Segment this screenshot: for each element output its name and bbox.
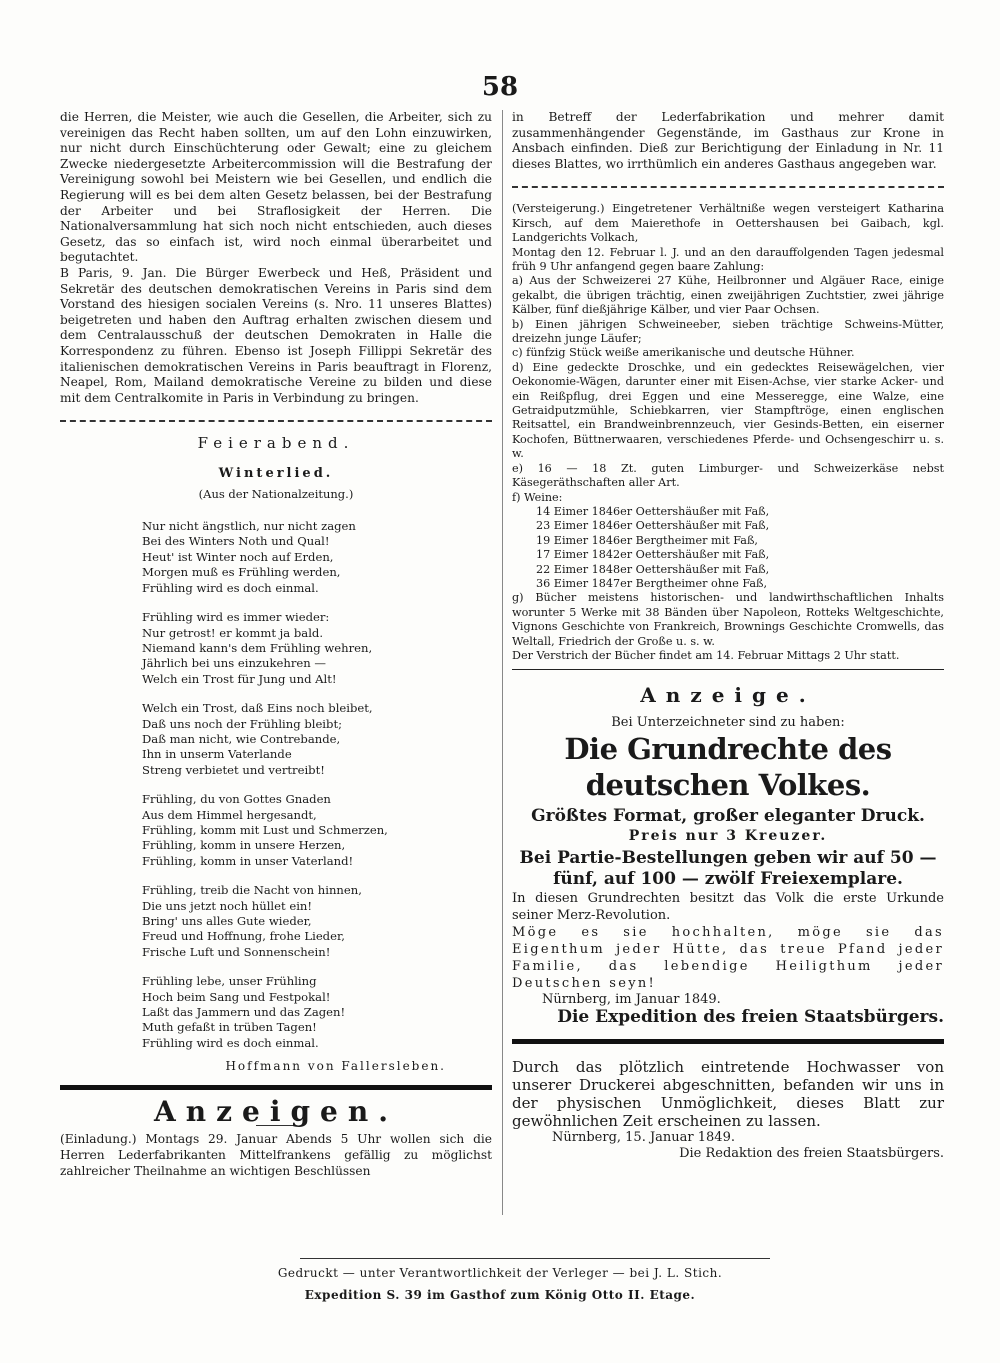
poem-line: Frühling wird es doch einmal. bbox=[142, 1035, 319, 1050]
poem-line: Laßt das Jammern und das Zagen! bbox=[142, 1005, 346, 1020]
wine-item: 19 Eimer 1846er Bergtheimer mit Faß, bbox=[536, 533, 758, 547]
advert-wish: Möge es sie hochhalten, möge sie das Eigenthum jeder Hütte, das treue Pfand jeder Familie, das lebendige Heiligthum jeder Deutschen seyn! bbox=[512, 925, 944, 992]
column-divider bbox=[502, 110, 503, 1215]
divider bbox=[60, 1085, 492, 1090]
auction-date: Montag den 12. Februar l. J. und an den darauffolgenden Tagen jedesmal früh 9 Uhr anfangend gegen baare Zahlung: bbox=[512, 245, 944, 273]
wine-item: 23 Eimer 1846er Oettershäußer mit Faß, bbox=[536, 519, 770, 533]
poem-stanza bbox=[142, 883, 492, 960]
poem-line: Frühling, komm mit Lust und Schmerzen, bbox=[142, 822, 388, 837]
auction-notice bbox=[512, 202, 944, 663]
poem-line: Welch ein Trost, daß Eins noch bleibet, bbox=[142, 701, 373, 716]
auction-intro: (Versteigerung.) Eingetretener Verhältniße wegen versteigert Katharina Kirsch, auf dem Maierethofe in Oettershausen bei Gaibach, kgl. Landgerichts Volkach, bbox=[512, 202, 944, 245]
poem-line: Jährlich bei uns einzukehren — bbox=[142, 656, 326, 671]
poem-line: Frische Luft und Sonnenschein! bbox=[142, 944, 331, 959]
poem-stanza bbox=[142, 519, 492, 596]
advert-urkunde: In diesen Grundrechten besitzt das Volk die erste Urkunde seiner Merz-Revolution. bbox=[512, 891, 944, 924]
available-line: Bei Unterzeichneter sind zu haben: bbox=[611, 714, 845, 730]
poem-source: (Aus der Nationalzeitung.) bbox=[198, 487, 354, 502]
poem-line: Bring' uns alles Gute wieder, bbox=[142, 914, 312, 928]
wine-item: 17 Eimer 1842er Oettershäußer mit Faß, bbox=[536, 548, 770, 562]
poem-line: Nur getrost! er kommt ja bald. bbox=[142, 625, 324, 640]
poem-line: Freud und Hoffnung, frohe Lieder, bbox=[142, 929, 345, 944]
poem-line: Frühling wird es immer wieder: bbox=[142, 610, 330, 625]
poem-stanza bbox=[142, 792, 492, 869]
advert-format: Größtes Format, großer eleganter Druck. bbox=[531, 805, 925, 826]
poem-line: Muth gefaßt in trüben Tagen! bbox=[142, 1020, 317, 1035]
poem-line: Ihn in unserm Vaterlande bbox=[142, 747, 292, 762]
wine-label: f) Weine: bbox=[512, 490, 563, 504]
poem-line: Daß man nicht, wie Contrebande, bbox=[142, 731, 341, 746]
poem-line: Frühling, treib die Nacht von hinnen, bbox=[142, 883, 362, 898]
poem-author: Hoffmann von Fallersleben. bbox=[225, 1059, 446, 1074]
divider bbox=[512, 669, 944, 670]
auction-item: d) Eine gedeckte Droschke, und ein gedecktes Reisewägelchen, vier Oekonomie-Wägen, darunter einer mit Eisen-Achse, vier starke Acker- und ein Reißpflug, drei Eggen und eine Messeregge, eine Walze, eine Getraidputzmühle, Schiebkarren, vier Stampftröge, einen englischen Reitsattel, ein Brandweinbrennzeuch, vier Gesinds-Betten, ein eiserner Kochofen, Büttnerwaaren, verschiedenes Pferde- und Ochsengeschirr u. s. w. bbox=[512, 360, 944, 461]
advert-signature: Die Expedition des freien Staatsbürgers. bbox=[557, 1006, 944, 1027]
page-number: 58 bbox=[481, 72, 519, 102]
poem-line: Frühling, komm in unser Vaterland! bbox=[142, 853, 354, 868]
poem-line: Streng verbietet und vertreibt! bbox=[142, 762, 325, 777]
flood-notice: Durch das plötzlich eintretende Hochwasser von unserer Druckerei abgeschnitten, befanden wir uns in der physischen Unmöglichkeit, dieses Blatt zur gewöhnlichen Zeit erscheinen zu lassen. bbox=[512, 1058, 944, 1131]
auction-item: b) Einen jährigen Schweineeber, sieben trächtige Schweins-Mütter, dreizehn junge Läufer; bbox=[512, 317, 944, 346]
printer-line: Gedruckt — unter Verantwortlichkeit der Verleger — bei J. L. Stich. bbox=[277, 1266, 723, 1280]
flood-notice-date: Nürnberg, 15. Januar 1849. bbox=[552, 1130, 735, 1146]
invitation-notice: (Einladung.) Montags 29. Januar Abends 5 Uhr wollen sich die Herren Lederfabrikanten Mittelfrankens gefällig zu möglichst zahlreicher Theilnahme an wichtigen Beschlüssen bbox=[60, 1132, 492, 1178]
anzeigen-heading: Anzeigen. bbox=[154, 1094, 398, 1128]
advert-price: Preis nur 3 Kreuzer. bbox=[628, 827, 828, 844]
auction-item: e) 16 — 18 Zt. guten Limburger- und Schweizerkäse nebst Käsegeräthschaften aller Art. bbox=[512, 461, 944, 490]
poem-title: Winterlied. bbox=[218, 465, 334, 481]
poem-line: Aus dem Himmel hergesandt, bbox=[142, 807, 317, 822]
left-column bbox=[60, 110, 492, 1179]
poem-line: Bei des Winters Noth und Qual! bbox=[142, 534, 330, 549]
poem-stanza bbox=[142, 701, 492, 778]
poem-line: Daß uns noch der Frühling bleibt; bbox=[142, 716, 343, 731]
poem-line: Welch ein Trost für Jung und Alt! bbox=[142, 671, 337, 686]
flood-notice-signature: Die Redaktion des freien Staatsbürgers. bbox=[679, 1145, 944, 1161]
wine-item: 36 Eimer 1847er Bergtheimer ohne Faß, bbox=[536, 576, 768, 590]
expedition-line: Expedition S. 39 im Gasthof zum König Otto II. Etage. bbox=[304, 1288, 696, 1302]
advert-place-date: Nürnberg, im Januar 1849. bbox=[542, 992, 721, 1008]
books-note: Der Verstrich der Bücher findet am 14. Februar Mittags 2 Uhr statt. bbox=[512, 648, 900, 662]
footer-rule bbox=[300, 1258, 770, 1259]
poem-line: Frühling lebe, unser Frühling bbox=[142, 974, 317, 989]
anzeige-heading: Anzeige. bbox=[640, 683, 816, 708]
poem-line: Morgen muß es Frühling werden, bbox=[142, 565, 341, 580]
poem-line: Frühling, komm in unsere Herzen, bbox=[142, 838, 346, 853]
labor-law-article: die Herren, die Meister, wie auch die Gesellen, die Arbeiter, sich zu vereinigen das Recht haben sollten, um auf den Lohn einzuwirken, nur nicht durch Einschüchterung oder Gewalt; eine zu gleichem Zwecke niedergesetzte Arbeitercommission will die Bestrafung der Vereinigung sowohl bei Meistern wie bei Gesellen, und endlich die Regierung will es bei dem alten Gesetz belassen, bei der Bestrafung der Arbeiter und bei Straflosigkeit der Herren. Die Nationalversammlung hat sich noch nicht entschieden, auch dieses Gesetz, das so einfach ist, wird noch einmal überarbeitet und begutachtet. bbox=[60, 110, 492, 265]
auction-item: c) fünfzig Stück weiße amerikanische und deutsche Hühner. bbox=[512, 346, 855, 360]
paris-report: B Paris, 9. Jan. Die Bürger Ewerbeck und Heß, Präsident und Sekretär des deutschen demokratischen Vereins in Paris sind dem Vorstand des hiesigen socialen Vereins (s. Nro. 11 unseres Blattes) beigetreten und haben den Auftrag erhalten zwischen diesem und dem Centralausschuß der deutschen Demokraten in Halle die Korrespondenz zu führen. Ebenso ist Joseph Fillippi Sekretär des italienischen demokratischen Vereins in Paris beauftragt in Florenz, Neapel, Rom, Mailand demokratische Vereine zu bilden und diese mit dem Centralkomite in Paris in Verbindung zu bringen. bbox=[60, 265, 492, 405]
poem-line: Frühling wird es doch einmal. bbox=[142, 580, 319, 595]
advert-bulk-offer: Bei Partie-Bestellungen geben wir auf 50 — fünf, auf 100 — zwölf Freiexemplare. bbox=[519, 848, 937, 890]
poem-stanza bbox=[142, 610, 492, 687]
poem-line: Niemand kann's dem Frühling wehren, bbox=[142, 640, 373, 655]
poem-line: Heut' ist Winter noch auf Erden, bbox=[142, 549, 334, 564]
poem-line: Die uns jetzt noch hüllet ein! bbox=[142, 898, 313, 913]
right-column bbox=[512, 110, 944, 1162]
divider bbox=[512, 1039, 944, 1044]
divider bbox=[60, 420, 492, 422]
wine-item: 22 Eimer 1848er Oettershäußer mit Faß, bbox=[536, 562, 770, 576]
feierabend-heading: Feierabend. bbox=[197, 434, 355, 453]
poem-line: Nur nicht ängstlich, nur nicht zagen bbox=[142, 519, 356, 534]
auction-list bbox=[512, 274, 944, 505]
wine-list bbox=[536, 505, 944, 591]
auction-item: a) Aus der Schweizerei 27 Kühe, Heilbronner und Algäuer Race, einige gekalbt, die übrigen trächtig, einen zweijährigen Zuchtstier, zwei jährige Kälber, fünf dießjährige Kälber, und vier Paar Ochsen. bbox=[512, 274, 944, 317]
poem-line: Hoch beim Sang und Festpokal! bbox=[142, 989, 331, 1004]
poem-line: Frühling, du von Gottes Gnaden bbox=[142, 792, 331, 807]
divider bbox=[512, 186, 944, 188]
auction-item: g) Bücher meistens historischen- und landwirthschaftlichen Inhalts worunter 5 Werke mit 38 Bänden über Napoleon, Rotteks Weltgeschichte, Vignons Geschichte von Frankreich, Brownings Geschichte Cromwells, das Weltall, Friedrich der Große u. s. w. bbox=[512, 591, 944, 648]
advert-title: Die Grundrechte des deutschen Volkes. bbox=[564, 731, 892, 802]
poem-stanza bbox=[142, 974, 492, 1051]
invitation-continued: in Betreff der Lederfabrikation und mehrer damit zusammenhängender Gegenstände, im Gasthaus zur Krone in Ansbach einfinden. Dieß zur Berichtigung der Einladung in Nr. 11 dieses Blattes, wo irrthümlich ein anderes Gasthaus angegeben war. bbox=[512, 110, 944, 171]
wine-item: 14 Eimer 1846er Oettershäußer mit Faß, bbox=[536, 504, 770, 518]
